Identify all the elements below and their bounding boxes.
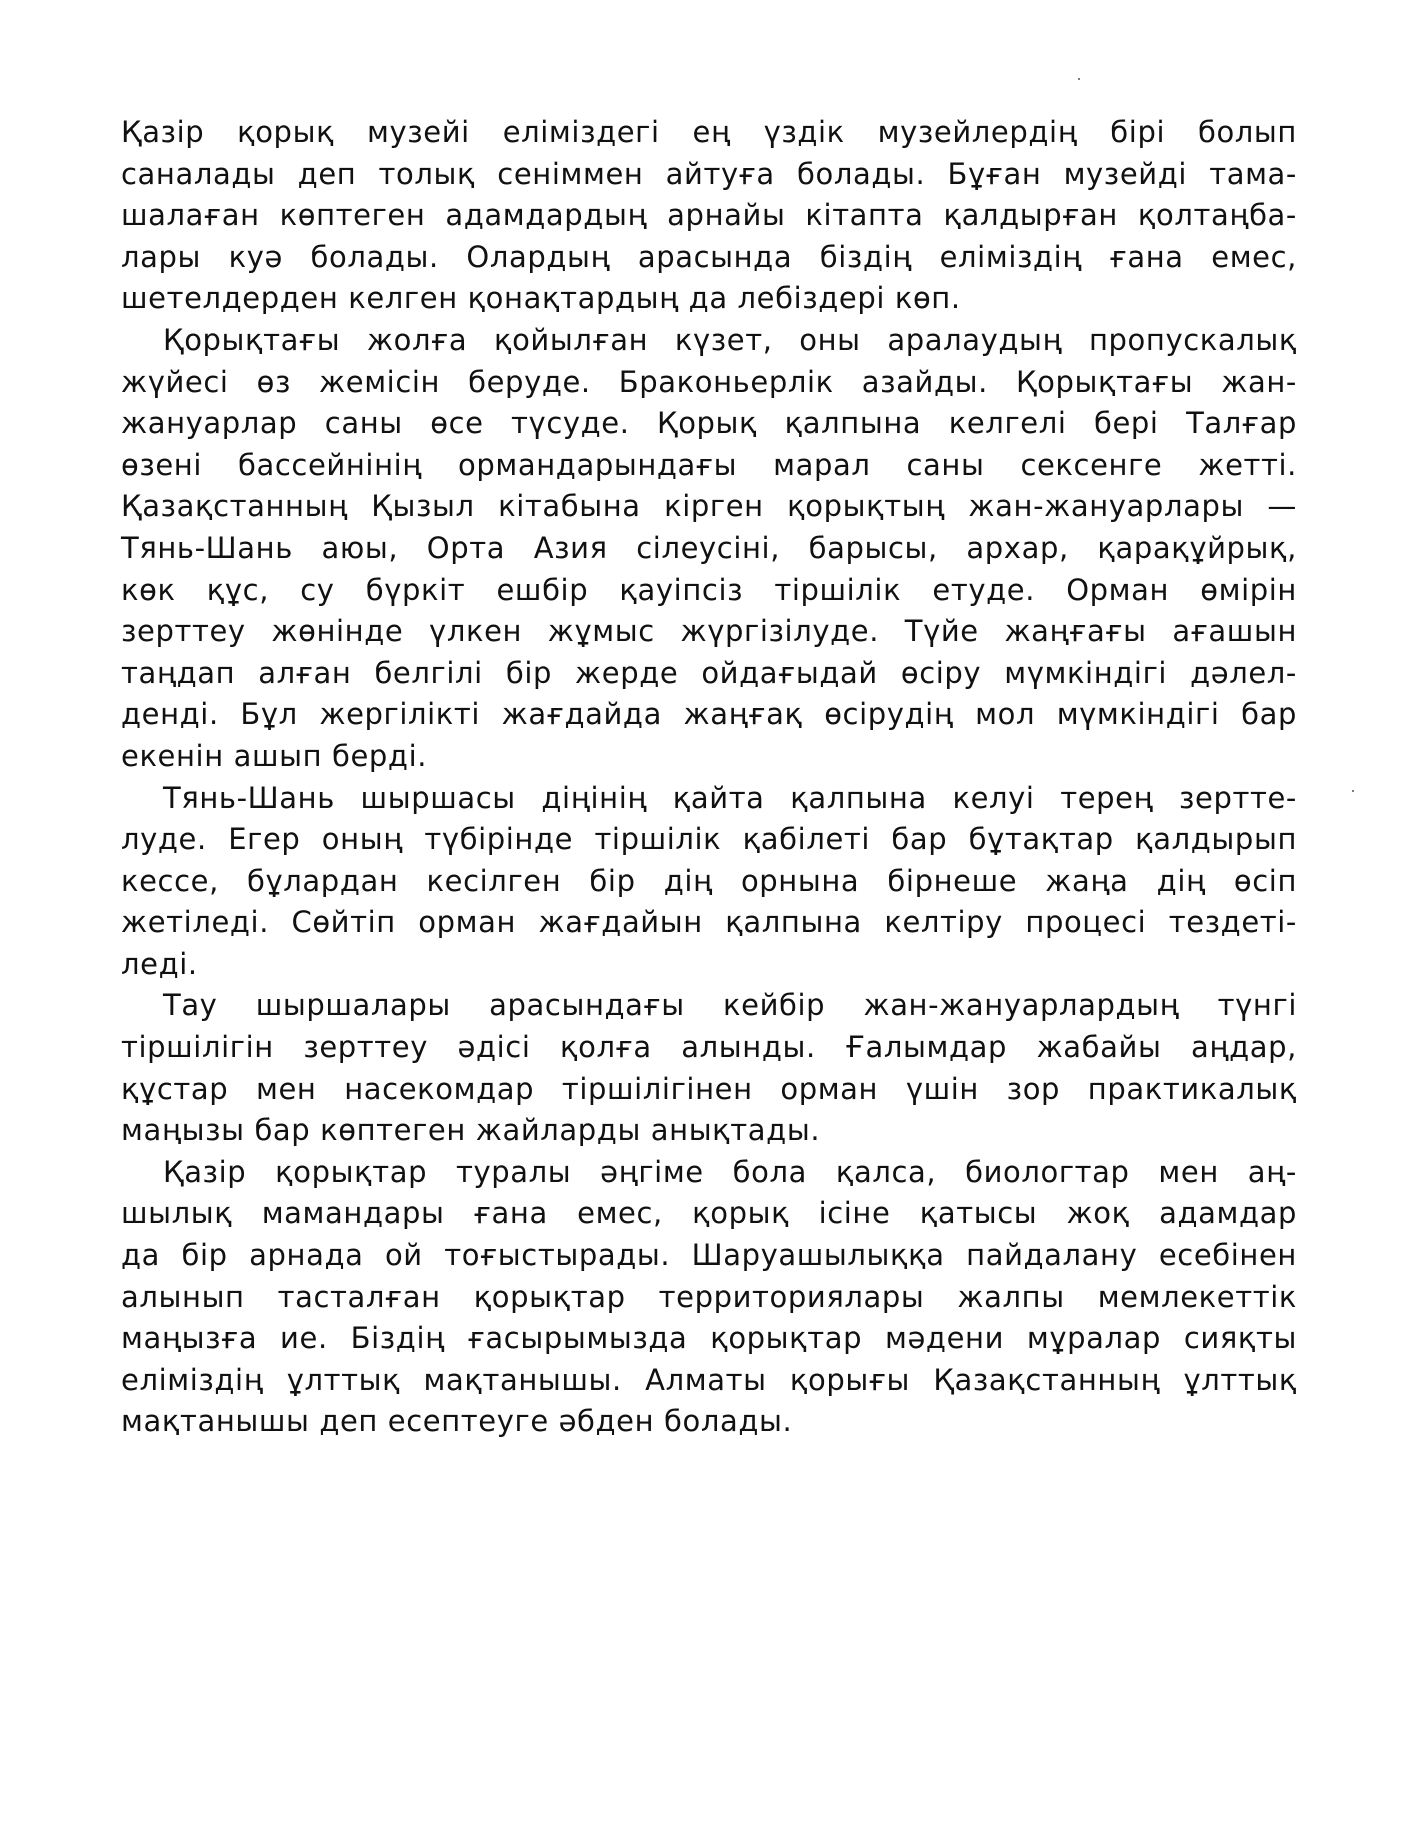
text-line: леді. (121, 946, 198, 981)
text-line: Тау шыршалары арасындағы кейбір жан-жануарлардың түнгі (163, 988, 1297, 1023)
text-line: шетелдерден келген қонақтардың да лебіздері көп. (121, 281, 961, 316)
text-line: Қазір қорықтар туралы әңгіме бола қалса, биологтар мен аң- (163, 1154, 1297, 1189)
paragraph-1 (121, 112, 1297, 320)
text-line: лары куә болады. Олардың арасында біздің еліміздің ғана емес, (121, 239, 1297, 274)
text-line: шылық мамандары ғана емес, қорық ісіне қатысы жоқ адамдар (121, 1196, 1297, 1231)
text-line: екенін ашып берді. (121, 738, 428, 773)
text-line: жүйесі өз жемісін беруде. Браконьерлік азайды. Қорықтағы жан- (121, 364, 1297, 399)
paragraph-4 (121, 985, 1297, 1151)
text-line: жетіледі. Сөйтіп орман жағдайын қалпына келтіру процесі тездеті- (121, 905, 1297, 940)
text-line: саналады деп толық сеніммен айтуға болады. Бұған музейді тама- (121, 156, 1297, 191)
text-line: Тянь-Шань шыршасы діңінің қайта қалпына келуі терең зертте- (163, 780, 1297, 815)
text-line: Тянь-Шань аюы, Орта Азия сілеусіні, барысы, архар, қарақұйрық, (121, 530, 1297, 565)
text-line: да бір арнада ой тоғыстырады. Шаруашылыққа пайдалану есебінен (121, 1238, 1297, 1273)
text-line: көк құс, су бүркіт ешбір қауіпсіз тіршілік етуде. Орман өмірін (121, 572, 1297, 607)
text-line: Қазақстанның Қызыл кітабына кірген қорықтың жан-жануарлары — (121, 489, 1297, 524)
paragraph-2 (121, 320, 1297, 778)
scan-speck (1352, 790, 1354, 792)
text-line: маңызы бар көптеген жайларды анықтады. (121, 1113, 821, 1148)
text-line: луде. Егер оның түбірінде тіршілік қабілеті бар бұтақтар қалдырып (121, 822, 1297, 857)
text-line: кессе, бұлардан кесілген бір дің орнына бірнеше жаңа дің өсіп (121, 863, 1297, 898)
scan-speck (1078, 78, 1080, 80)
text-line: жануарлар саны өсе түсуде. Қорық қалпына келгелі бері Талғар (121, 406, 1297, 441)
paragraph-5 (121, 1152, 1297, 1443)
text-line: мақтанышы деп есептеуге әбден болады. (121, 1404, 793, 1439)
text-line: еліміздің ұлттық мақтанышы. Алматы қорығы Қазақстанның ұлттық (121, 1362, 1297, 1397)
text-line: алынып тасталған қорықтар территориялары жалпы мемлекеттік (121, 1279, 1297, 1314)
text-line: зерттеу жөнінде үлкен жұмыс жүргізілуде. Түйе жаңғағы ағашын (121, 614, 1297, 649)
text-line: Қорықтағы жолға қойылған күзет, оны аралаудың пропускалық (163, 322, 1297, 357)
text-line: маңызға ие. Біздің ғасырымызда қорықтар мәдени мұралар сияқты (121, 1321, 1297, 1356)
text-line: денді. Бұл жергілікті жағдайда жаңғақ өсірудің мол мүмкіндігі бар (121, 697, 1297, 732)
text-line: таңдап алған белгілі бір жерде ойдағыдай өсіру мүмкіндігі дәлел- (121, 655, 1297, 690)
text-line: құстар мен насекомдар тіршілігінен орман үшін зор практикалық (121, 1071, 1297, 1106)
body-text (121, 112, 1297, 1443)
text-line: шалаған көптеген адамдардың арнайы кітапта қалдырған қолтаңба- (121, 198, 1297, 233)
paragraph-3 (121, 778, 1297, 986)
text-line: өзені бассейнінің ормандарындағы марал саны сексенге жетті. (121, 447, 1297, 482)
text-line: Қазір қорық музейі еліміздегі ең үздік музейлердің бірі болып (121, 115, 1297, 149)
text-line: тіршілігін зерттеу әдісі қолға алынды. Ғалымдар жабайы аңдар, (121, 1030, 1297, 1065)
